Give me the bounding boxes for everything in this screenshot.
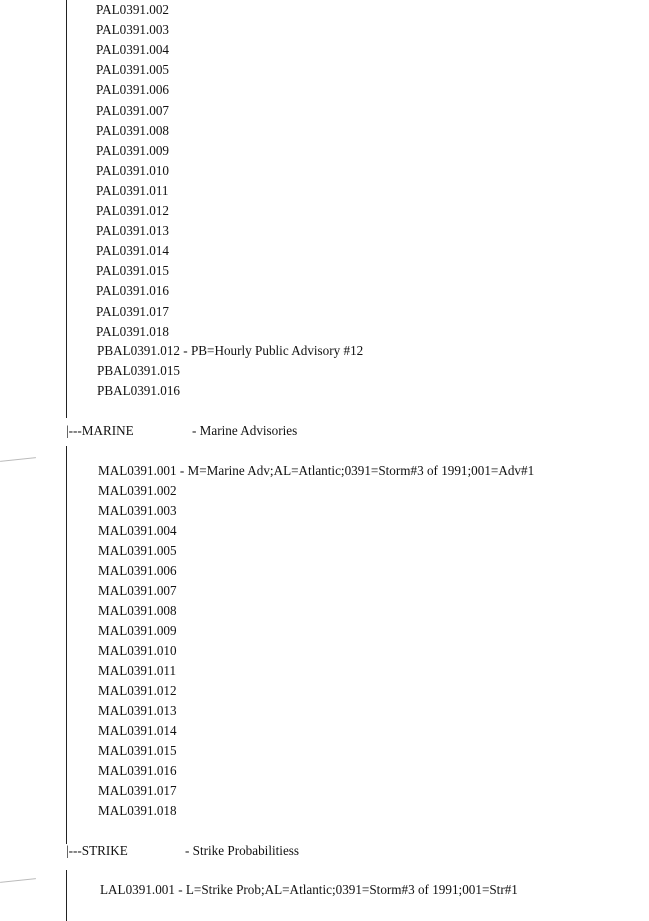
file-entry: PBAL0391.012 - PB=Hourly Public Advisory #12	[97, 344, 364, 359]
file-entry: MAL0391.002	[98, 484, 177, 499]
file-entry: PAL0391.004	[96, 43, 170, 59]
file-entry: PAL0391.002	[96, 3, 170, 18]
file-entry: MAL0391.008	[98, 604, 177, 619]
file-entry: LAL0391.001 - L=Strike Prob;AL=Atlantic;0391=Storm#3 of 1991;001=Str#1	[100, 883, 518, 898]
file-entry: MAL0391.003	[98, 504, 177, 519]
strike-section-description: - Strike Probabilitiess	[185, 844, 300, 859]
file-entry: MAL0391.016	[98, 764, 177, 779]
file-entry: MAL0391.015	[98, 744, 177, 759]
file-entry: PBAL0391.015	[97, 364, 180, 380]
file-entry: PAL0391.010	[96, 163, 170, 179]
file-entry: MAL0391.014	[98, 724, 177, 739]
tree-line	[66, 446, 67, 844]
file-entry: MAL0391.009	[98, 624, 177, 639]
section-name: |---STRIKE	[66, 844, 128, 859]
file-entry: MAL0391.012	[98, 684, 177, 699]
tree-line	[66, 0, 67, 418]
file-entry: PAL0391.011	[96, 183, 169, 199]
file-entry: MAL0391.018	[98, 804, 177, 819]
file-entry: MAL0391.006	[98, 564, 177, 579]
scan-mark	[0, 878, 36, 883]
file-entry: PAL0391.017	[96, 304, 170, 320]
file-entry: PAL0391.005	[96, 63, 170, 79]
scan-mark	[0, 457, 36, 462]
file-entry: PBAL0391.016	[97, 384, 180, 400]
file-entry: MAL0391.001 - M=Marine Adv;AL=Atlantic;0391=Storm#3 of 1991;001=Adv#1	[98, 464, 535, 479]
file-entry: MAL0391.017	[98, 784, 177, 799]
file-entry: MAL0391.004	[98, 524, 177, 539]
file-entry: PAL0391.018	[96, 324, 170, 340]
file-entry: PAL0391.015	[96, 264, 170, 280]
marine-section-header	[66, 423, 134, 441]
file-entry: MAL0391.005	[98, 544, 177, 559]
file-entry: PAL0391.006	[96, 83, 170, 99]
marine-section-description: - Marine Advisories	[192, 424, 298, 439]
file-entry: PAL0391.013	[96, 224, 170, 240]
file-entry: MAL0391.010	[98, 644, 177, 659]
section-name: |---MARINE	[66, 424, 134, 439]
file-entry: PAL0391.007	[96, 103, 170, 119]
file-entry: PAL0391.009	[96, 143, 170, 159]
file-entry: MAL0391.011	[98, 664, 177, 679]
file-entry: PAL0391.014	[96, 244, 170, 260]
file-entry: PAL0391.008	[96, 123, 170, 139]
file-entry: PAL0391.012	[96, 204, 170, 219]
tree-line	[66, 870, 67, 921]
strike-section-header	[66, 843, 128, 861]
file-entry: MAL0391.013	[98, 704, 177, 719]
file-entry: PAL0391.003	[96, 23, 170, 39]
file-entry: MAL0391.007	[98, 584, 177, 599]
file-entry: PAL0391.016	[96, 284, 170, 300]
